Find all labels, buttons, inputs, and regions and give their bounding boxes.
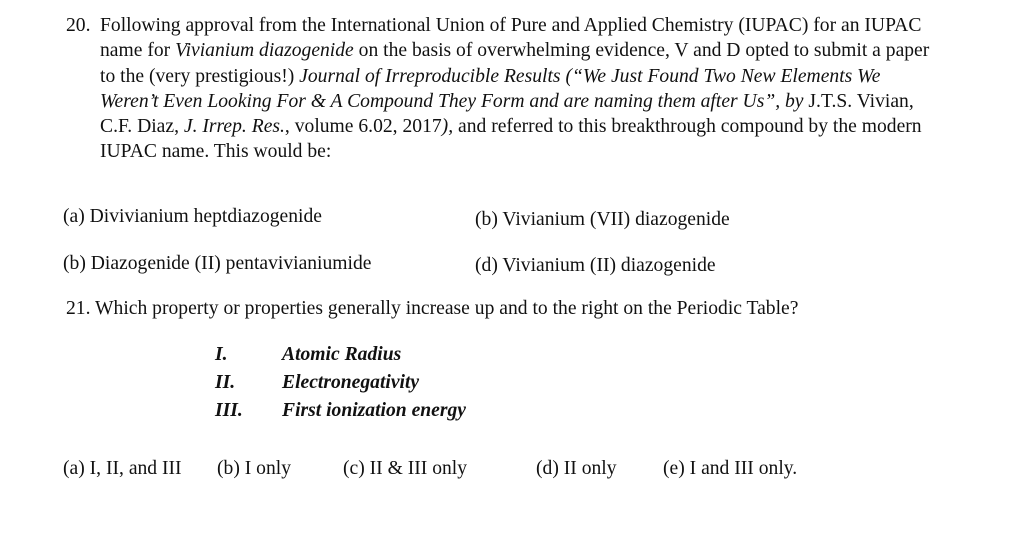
q20-line-1: Following approval from the International Union of Pure and Applied Chemistry (IUPAC) for an IUPAC bbox=[100, 15, 922, 36]
text: ), bbox=[441, 116, 454, 138]
question-number: 20. bbox=[66, 15, 91, 36]
q20-line-3 bbox=[100, 64, 986, 89]
authors: J.T.S. Vivian, bbox=[803, 90, 914, 112]
q21-answer-c[interactable]: (c) II & III only bbox=[343, 458, 468, 479]
q21-answer-a[interactable]: (a) I, II, and III bbox=[63, 458, 182, 479]
text: C.F. Diaz, bbox=[100, 116, 184, 138]
q20-option-a[interactable]: (a) Divivianium heptdiazogenide bbox=[63, 206, 322, 227]
q20-line-2 bbox=[100, 38, 986, 63]
journal-title: Journal of Irreproducible Results (“We Just Found Two New Elements We bbox=[299, 65, 881, 87]
item-text-1: Atomic Radius bbox=[282, 344, 402, 365]
text: name for bbox=[100, 40, 176, 62]
item-roman-1: I. bbox=[215, 344, 228, 365]
item-text-3: First ionization energy bbox=[282, 400, 466, 421]
article-title: Weren’t Even Looking For & A Compound They Form and are naming them after Us”, by bbox=[100, 90, 804, 112]
question-20-text bbox=[100, 13, 986, 165]
q20-line-5 bbox=[100, 114, 986, 139]
question-21: 21. Which property or properties generally increase up and to the right on the Periodic Table? bbox=[66, 298, 799, 319]
q20-line-6: IUPAC name. This would be: bbox=[100, 141, 332, 163]
q20-option-c[interactable]: (b) Diazogenide (II) pentavivianiumide bbox=[63, 253, 372, 274]
text: , volume 6.02, 2017 bbox=[284, 116, 442, 138]
q20-option-d[interactable]: (d) Vivianium (II) diazogenide bbox=[475, 255, 716, 276]
text: and referred to this breakthrough compound by the modern bbox=[453, 116, 922, 138]
item-roman-3: III. bbox=[215, 400, 243, 421]
item-text-2: Electronegativity bbox=[282, 372, 420, 393]
compound-name: Vivianium diazogenide bbox=[175, 40, 354, 62]
q21-answer-b[interactable]: (b) I only bbox=[217, 458, 292, 479]
text: to the (very prestigious!) bbox=[100, 65, 300, 87]
text: on the basis of overwhelming evidence, V and D opted to submit a paper bbox=[353, 40, 930, 62]
journal-abbrev: J. Irrep. Res. bbox=[183, 116, 285, 138]
q21-answer-d[interactable]: (d) II only bbox=[536, 458, 617, 479]
question-20 bbox=[66, 13, 986, 165]
item-roman-2: II. bbox=[215, 372, 236, 393]
q21-answer-e[interactable]: (e) I and III only. bbox=[663, 458, 798, 479]
q20-option-b[interactable]: (b) Vivianium (VII) diazogenide bbox=[475, 209, 730, 230]
q20-line-4 bbox=[100, 89, 986, 114]
